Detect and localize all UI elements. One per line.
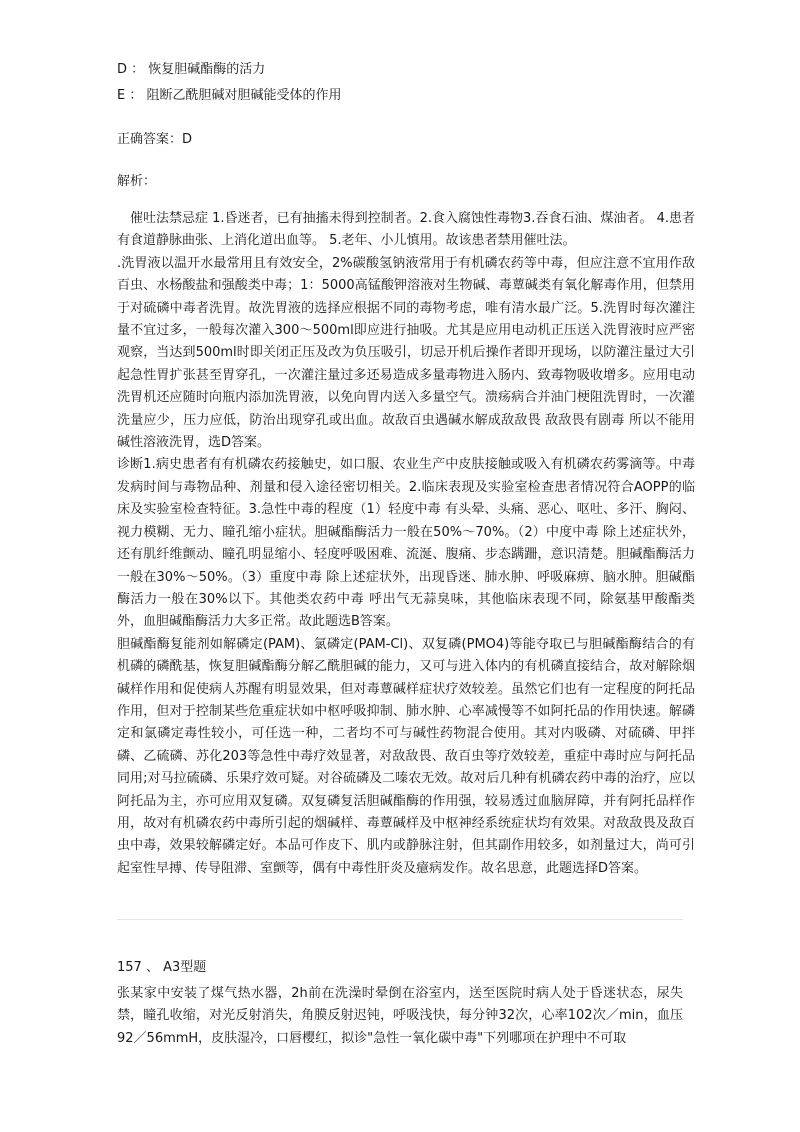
- question-separator: 、: [145, 960, 159, 975]
- correct-answer: [117, 130, 192, 150]
- analysis-body: [117, 208, 695, 880]
- watermark: [764, 60, 792, 1120]
- answer-label: 正确答案：: [117, 132, 183, 147]
- analysis-paragraph: 诊断1.病史患者有有机磷农药接触史，如口服、农业生产中皮肤接触或吸入有机磷农药雾滴等。中毒发病时间与毒物品种、剂量和侵入途径密切相关。2.临床表现及实验室检查患者情况符合AOPP的临床及实验室检查特征。3.急性中毒的程度（1）轻度中毒 有头晕、头痛、恶心、呕吐、多汗、胸闷、视力模糊、无力、瞳孔缩小症状。胆碱酯酶活力一般在50%～70%。（2）中度中毒 除上述症状外，还有肌纤维颤动、瞳孔明显缩小、轻度呼吸困难、流涎、腹痛、步态蹒跚，意识清楚。胆碱酯酶活力一般在30%～50%。（3）重度中毒 除上述症状外，出现昏迷、肺水肿、呼吸麻痹、脑水肿。胆碱酯酶活力一般在30%以下。其他类农药中毒 呼出气无蒜臭味，其他临床表现不同，除氨基甲酸酯类外，血胆碱酯酶活力大多正常。故此题选B答案。: [117, 457, 695, 630]
- question-number: 157: [117, 960, 142, 975]
- analysis-paragraph: .洗胃液以温开水最常用且有效安全，2%碳酸氢钠液常用于有机磷农药等中毒，但应注意不宜用作敌百虫、水杨酸盐和强酸类中毒；1：5000高锰酸钾溶液对生物碱、毒蕈碱类有氧化解毒作用，但禁用于对硫磷中毒者洗胃。故洗胃液的选择应根据不同的毒物考虑，唯有清水最广泛。5.洗胃时每次灌注量不宜过多，一般每次灌入300～500ml即应进行抽吸。尤其是应用电动机正压送入洗胃液时应严密观察，当达到500ml时即关闭正压及改为负压吸引，切忌开机后操作者即开现场，以防灌注量过大引起急性胃扩张甚至胃穿孔，一次灌注量过多还易造成多量毒物进入肠内、致毒物吸收增多。应用电动洗胃机还应随时向瓶内添加洗胃液，以免向胃内送入多量空气。溃疡病合并油门梗阻洗胃时，一次灌洗量应少，压力应低，防治出现穿孔或出血。故敌百虫遇碱水解成敌敌畏 敌敌畏有剧毒 所以不能用碱性溶液洗胃，选D答案。: [117, 255, 695, 451]
- option-text: 恢复胆碱酯酶的活力: [148, 62, 266, 77]
- option-e[interactable]: E ： 阻断乙酰胆碱对胆碱能受体的作用: [117, 88, 342, 103]
- option-letter: D: [117, 62, 128, 77]
- option-text: 阻断乙酰胆碱对胆碱能受体的作用: [146, 88, 342, 103]
- analysis-paragraph: 催吐法禁忌症 1.昏迷者，已有抽搐未得到控制者。2.食入腐蚀性毒物3.吞食石油、煤油者。 4.患者有食道静脉曲张、上消化道出血等。 5.老年、小儿慎用。故该患者禁用催吐法。: [117, 211, 695, 249]
- question-header: [117, 958, 206, 978]
- section-divider: [117, 919, 683, 920]
- analysis-label: 解析：: [117, 174, 157, 189]
- question-type: A3型题: [163, 960, 207, 975]
- option-letter: E: [117, 88, 126, 103]
- question-text: 张某家中安装了煤气热水器，2h前在洗澡时晕倒在浴室内，送至医院时病人处于昏迷状态，尿失禁，瞳孔收缩，对光反射消失，角膜反射迟钝，呼吸浅快，每分钟32次，心率102次／min，血压92／56mmH，皮肤湿冷，口唇樱红，拟诊"急性一氧化碳中毒"下列哪项在护理中不可取: [117, 986, 683, 1046]
- analysis-paragraph: 胆碱酯酶复能剂如解磷定(PAM)、氯磷定(PAM-Cl)、双复磷(PMO4)等能夺取已与胆碱酯酶结合的有机磷的磷酰基，恢复胆碱酯酶分解乙酰胆碱的能力，又可与进入体内的有机磷直接结合，故对解除烟碱样作用和促使病人苏醒有明显效果，但对毒蕈碱样症状疗效较差。虽然它们也有一定程度的阿托品作用，但对于控制某些危重症状如中枢呼吸抑制、肺水肿、心率减慢等不如阿托品的作用快速。解磷定和氯磷定毒性较小，可任选一种，二者均不可与碱性药物混合使用。其对内吸磷、对硫磷、甲拌磷、乙硫磷、苏化203等急性中毒疗效显著，对敌敌畏、敌百虫等疗效较差，重症中毒时应与阿托品同用;对马拉硫磷、乐果疗效可疑。对谷硫磷及二嗪农无效。故对后几种有机磷农药中毒的治疗，应以阿托品为主，亦可应用双复磷。双复磷复活胆碱酯酶的作用强，较易透过血脑屏障，并有阿托品样作用，故对有机磷农药中毒所引起的烟碱样、毒蕈碱样及中枢神经系统症状均有效果。对敌敌畏及敌百虫中毒，效果较解磷定好。本品可作皮下、肌内或静脉注射，但其副作用较多，如剂量过大，尚可引起室性早搏、传导阻滞、室颤等，偶有中毒性肝炎及癔病发作。故名思意，此题选择D答案。: [117, 636, 695, 876]
- answer-value: D: [182, 132, 193, 147]
- option-d[interactable]: D ： 恢复胆碱酯酶的活力: [117, 62, 266, 77]
